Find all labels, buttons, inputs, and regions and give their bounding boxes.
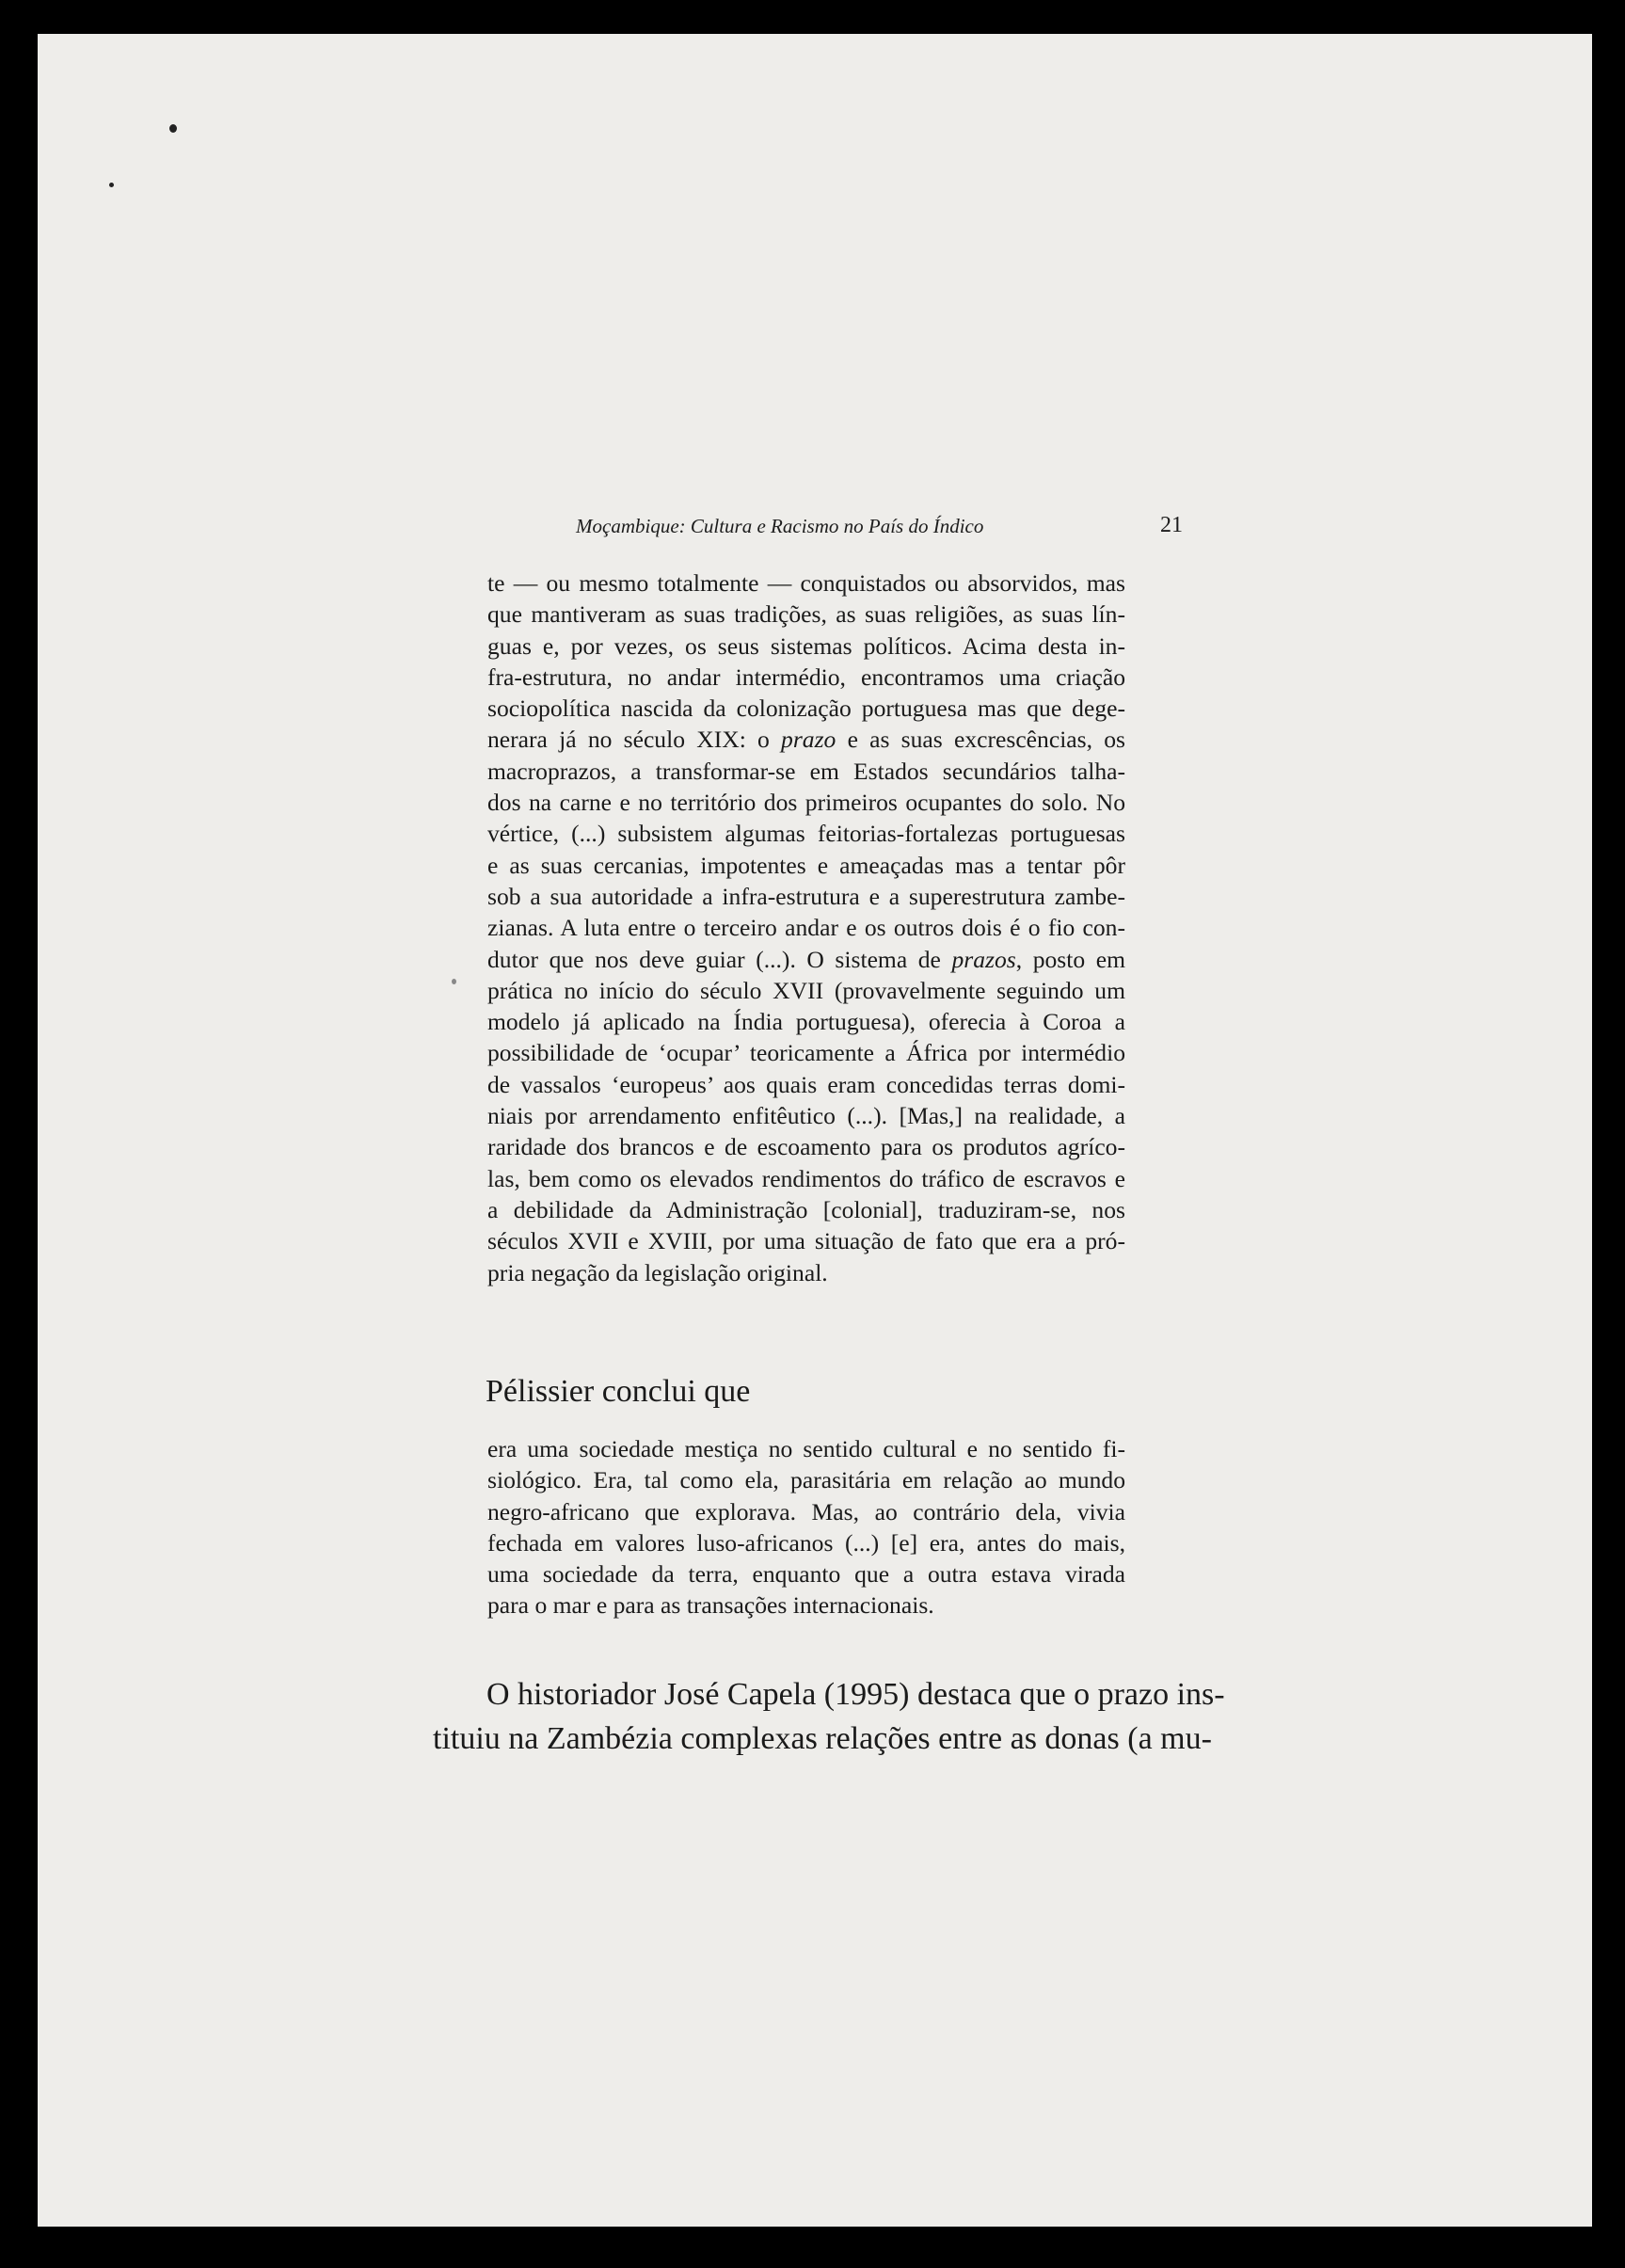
quote-line: fra-estrutura, no andar intermédio, encontramos uma criação <box>487 663 1125 691</box>
quote-line: sob a sua autoridade a infra-estrutura e a superestrutura zambe- <box>487 882 1125 910</box>
running-head <box>571 513 1183 547</box>
quote-line: las, bem como os elevados rendimentos do tráfico de escravos e <box>487 1164 1125 1192</box>
quote-line: raridade dos brancos e de escoamento para os produtos agríco- <box>487 1133 1125 1161</box>
quote-line: para o mar e para as transações internacionais. <box>487 1591 934 1620</box>
quote-line: a debilidade da Administração [colonial], traduziram-se, nos <box>487 1195 1125 1223</box>
quote-line: siológico. Era, tal como ela, parasitária em relação ao mundo <box>487 1466 1125 1494</box>
quote-line: séculos XVII e XVIII, por uma situação de fato que era a pró- <box>487 1227 1125 1255</box>
quote-line: e as suas cercanias, impotentes e ameaçadas mas a tentar pôr <box>487 851 1125 879</box>
scan-speck <box>109 183 114 187</box>
scan-speck <box>452 979 456 984</box>
quote-line: dutor que nos deve guiar (...). O sistema de prazos, posto em <box>487 945 1125 973</box>
quote-line: nerara já no século XIX: o prazo e as suas excrescências, os <box>487 726 1125 754</box>
quote-line: zianas. A luta entre o terceiro andar e os outros dois é o fio con- <box>487 914 1125 942</box>
page-number: 21 <box>1160 513 1183 537</box>
quote-line: fechada em valores luso-africanos (...) [e] era, antes do mais, <box>487 1528 1125 1557</box>
running-title: Moçambique: Cultura e Racismo no País do Índico <box>576 515 984 537</box>
quote-line: guas e, por vezes, os seus sistemas políticos. Acima desta in- <box>487 631 1125 660</box>
quote-line: uma sociedade da terra, enquanto que a outra estava virada <box>487 1560 1125 1589</box>
italic-term: prazo <box>781 726 836 754</box>
scan-speck <box>169 124 177 133</box>
block-quote-2 <box>487 1433 1125 1621</box>
body-line: tituiu na Zambézia complexas relações entre as donas (a mu- <box>433 1721 1212 1756</box>
quote-line: macroprazos, a transformar-se em Estados secundários talha- <box>487 757 1125 785</box>
quote-line: niais por arrendamento enfitêutico (...). [Mas,] na realidade, a <box>487 1102 1125 1130</box>
body-line: O historiador José Capela (1995) destaca que o prazo ins- <box>486 1677 1225 1712</box>
quote-line: pria negação da legislação original. <box>487 1258 828 1286</box>
quote-line: possibilidade de ‘ocupar’ teoricamente a África por intermédio <box>487 1039 1125 1067</box>
body-paragraph <box>433 1672 1225 1761</box>
quote-line: negro-africano que explorava. Mas, ao contrário dela, vivia <box>487 1497 1125 1525</box>
lead-in-sentence: Pélissier conclui que <box>486 1374 751 1409</box>
quote-line: era uma sociedade mestiça no sentido cultural e no sentido fi- <box>487 1435 1125 1462</box>
quote-line: vértice, (...) subsistem algumas feitorias-fortalezas portuguesas <box>487 820 1125 848</box>
quote-line: te — ou mesmo totalmente — conquistados ou absorvidos, mas <box>487 569 1125 597</box>
quote-line: dos na carne e no território dos primeiros ocupantes do solo. No <box>487 789 1125 817</box>
quote-line: sociopolítica nascida da colonização portuguesa mas que dege- <box>487 695 1125 723</box>
italic-term: prazos <box>951 945 1016 973</box>
quote-line: que mantiveram as suas tradições, as suas religiões, as suas lín- <box>487 600 1125 629</box>
quote-line: de vassalos ‘europeus’ aos quais eram concedidas terras domi- <box>487 1070 1125 1098</box>
block-quote-1 <box>487 567 1125 1288</box>
quote-line: modelo já aplicado na Índia portuguesa), oferecia à Coroa a <box>487 1008 1125 1036</box>
quote-line: prática no início do século XVII (provavelmente seguindo um <box>487 976 1125 1004</box>
